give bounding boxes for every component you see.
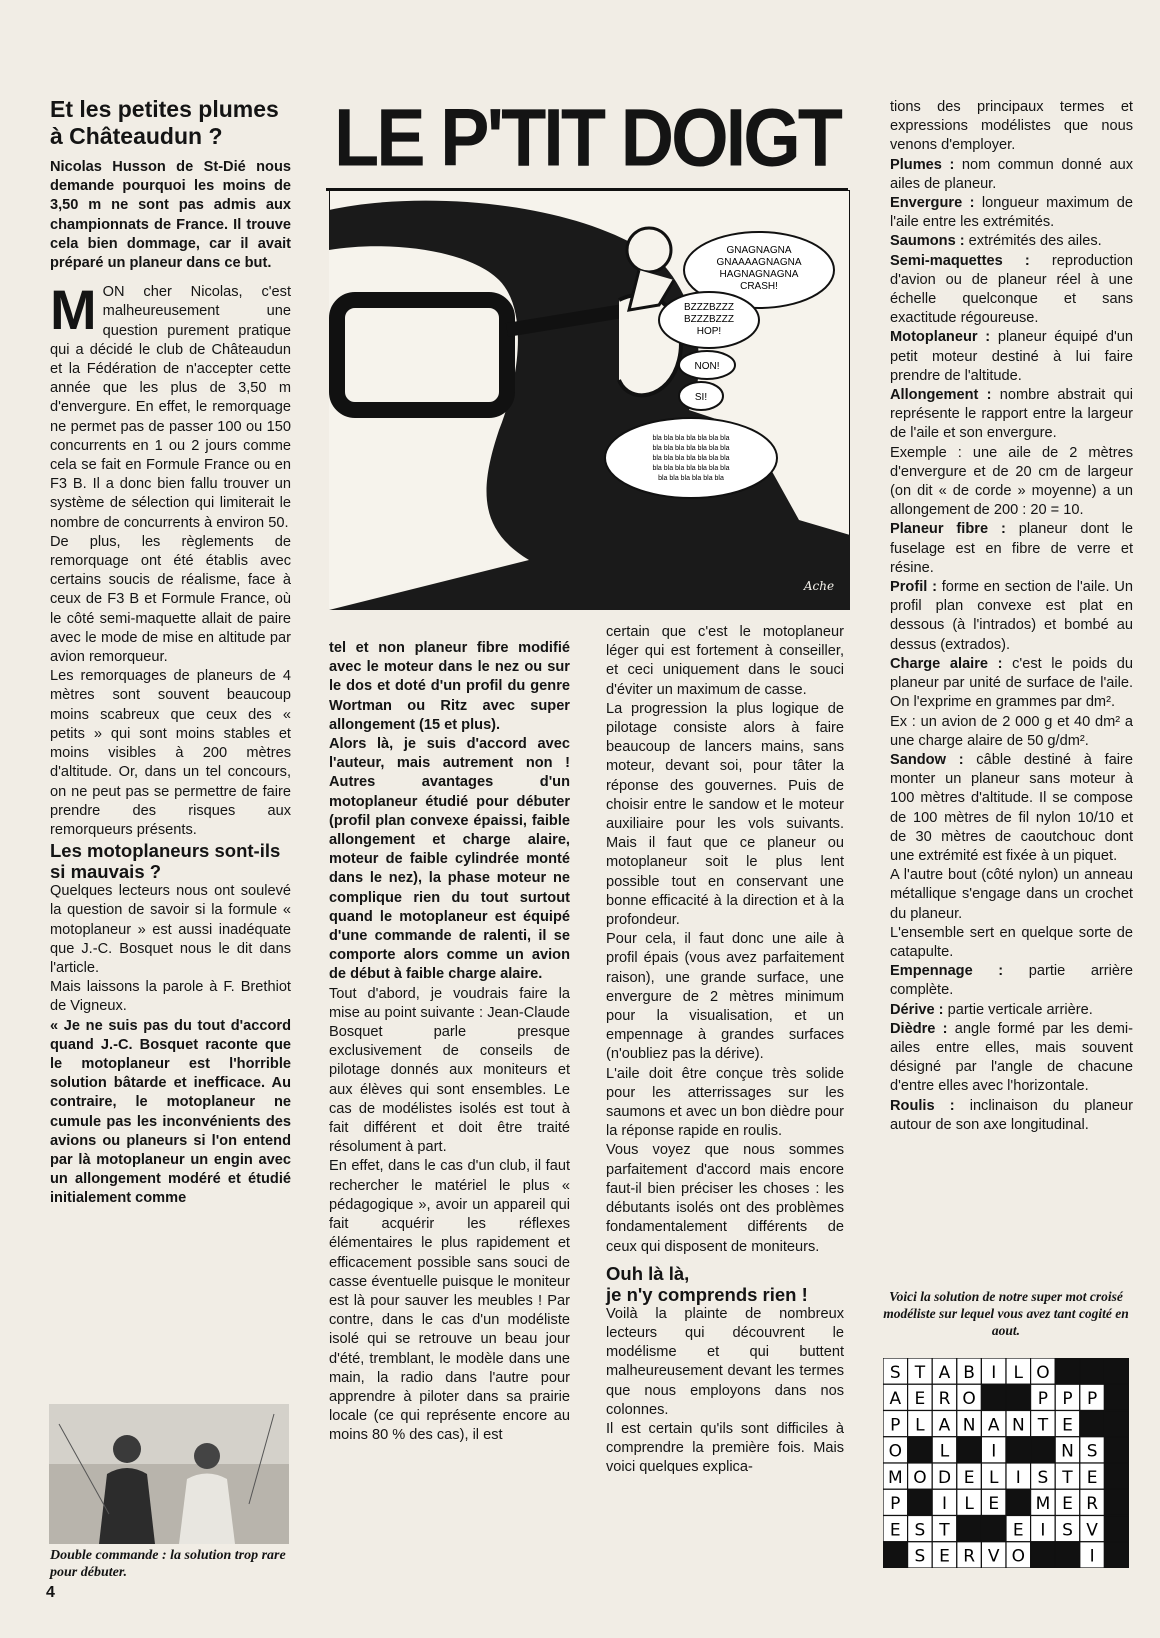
crossword-letter: T [939,1520,950,1541]
crossword-letter: O [913,1467,927,1488]
crossword-letter: I [1040,1520,1046,1541]
glossary-definition: planeur équipé d'un petit moteur destiné à lui faire prendre de l'altitude. [890,329,1133,384]
crossword-black-cell [1055,1542,1080,1568]
crossword-letter: E [988,1494,1000,1515]
headline: LE P'TIT DOIGT [334,91,840,184]
crossword-letter: T [914,1362,926,1383]
glossary-definition: angle formé par les demi-ailes entre elles, mais souvent désigné par l'angle de chacune d'entre elles avec l'horizontale. [890,1020,1133,1095]
glossary-term: Saumons : [890,233,965,250]
article-paragraph: Tout d'abord, je voudrais faire la mise au point suivante : Jean-Claude Bosquet parle presque exclusivement de conseils de pilotage donnés aux moniteurs et aux élèves qui sont ensembles. Le cas de modélistes isolés est tout à fait différent et doit être traité résolument à part. [329,985,570,1156]
article-paragraph: Mais laissons la parole à F. Brethiot de Vigneux. [50,979,291,1015]
photo-pilots [49,1404,289,1544]
section-title: Ouh là là, [606,1262,690,1284]
article-paragraph: MON cher Nicolas, c'est malheureusement une question purement pratique qui a décidé le club de Châteaudun et la Fédération de n'accepter cette année que les plus de 3,50 m d'envergure. En effet, le remorquage ne permet pas de passer 100 ou 150 concurrents en 1 ou 2 jours comme cela se fait en Formule France ou en F3 B. Il a donc bien fallu trouver un système de sélection qui limiterait le nombre de concurrents à environ 50. [50,278,291,531]
section-title: je n'y comprends rien ! [606,1283,808,1305]
crossword-letter: A [987,1415,1000,1436]
crossword-black-cell [1031,1437,1056,1463]
crossword-black-cell [981,1516,1006,1542]
crossword-letter: L [915,1415,925,1436]
glossary-entry [890,655,1133,713]
article-paragraph: Pour cela, il faut donc une aile à profil épais (vous avez parfaitement raison), une grande surface, une envergure de 2 mètres minimum pour la visualisation, et un empennage à grandes surfaces (n'oubliez pas la dérive). [606,931,844,1063]
bubble-text: bla bla bla bla bla bla bla [652,465,730,472]
bubble-text: bla bla bla bla bla bla [658,475,724,482]
crossword-letter: N [1011,1415,1025,1436]
glossary-entry [890,962,1133,1000]
crossword-black-cell [1006,1489,1031,1515]
crossword-black-cell [1104,1384,1129,1410]
glossary-entry [890,252,1133,329]
glossary-term: Semi-maquettes : [890,252,1030,269]
glossary-entry [890,328,1133,386]
crossword-letter: S [1062,1520,1073,1541]
glossary-intro: tions des principaux termes et expressions modélistes que nous venons d'employer. [890,99,1133,154]
glossary-term: Sandow : [890,751,964,768]
glossary-definition: A l'autre bout (côté nylon) un anneau métallique s'engage dans un crochet du planeur. [890,867,1133,922]
crossword-letter: P [1062,1389,1073,1410]
crossword-black-cell [981,1384,1006,1410]
glossary-definition: inclinaison du planeur autour de son axe longitudinal. [890,1097,1133,1133]
photo-caption: Double commande : la solution trop rare pour débuter. [50,1548,286,1580]
crossword-black-cell [1104,1358,1129,1384]
crossword-letter: O [962,1389,976,1410]
crossword-grid [883,1358,1129,1568]
crossword-letter: R [963,1546,976,1567]
glossary-definition: Exemple : une aile de 2 mètres d'envergure et de 20 cm de largeur (on dit « de corde » moyenne) a un allongement de 200 : 20 = 10. [890,444,1133,519]
reader-quote: « Je ne suis pas du tout d'accord quand J.-C. Bosquet raconte que le motoplaneur est l'horrible solution bâtarde et inefficace. Au contraire, le motoplaneur ne cumule pas les inconvénients des avions ou planeurs si l'on entend par là motoplaneur un engin avec un allongement modéré et étudié initialement comme [50,1017,291,1207]
crossword-letter: A [938,1362,951,1383]
crossword-letter: E [914,1389,926,1410]
glossary-term: Charge alaire : [890,655,1003,672]
glossary-definition: reproduction d'avion ou de planeur réel à une échelle quelconque et sans exactitude régoureuse. [890,252,1133,327]
crossword-letter: I [1015,1467,1021,1488]
glossary-definition: longueur maximum de l'aile entre les extrémités. [890,195,1133,231]
article-paragraph: certain que c'est le motoplaneur léger qui est fortement à conseiller, et ceci uniquement dans le souci d'éviter un maximum de casse. [606,624,844,698]
crossword-letter: T [1062,1467,1073,1488]
glossary-entry [890,866,1133,924]
crossword-black-cell [1104,1516,1129,1542]
crossword-letter: S [914,1546,926,1567]
glossary-term: Motoplaneur : [890,329,991,346]
glossary-definition: L'ensemble sert en quelque sorte de catapulte. [890,924,1133,960]
crossword-letter: R [1086,1494,1099,1515]
article-paragraph: En effet, dans le cas d'un club, il faut rechercher le matériel le plus « pédagogique », avoir un appareil qui fait acquérir les réflexes élémentaires le plus rapidement et efficacement possible sans souci de casse éventuelle puisque le moniteur est là pour sauver les meubles ! Par contre, dans le cas d'un modéliste isolé qui se retrouve un beau jour d'été, tremblant, le modèle dans une main, la radio dans l'autre pour apprendre à piloter dans sa prairie locale (ce qui représente encore au moins 80 % des cas), il est [329,1158,570,1444]
bubble-text: GNAAAAGNAGNA [716,257,802,268]
glossary-entry [890,156,1133,194]
crossword-black-cell [908,1437,933,1463]
article-paragraph: Il est certain qu'ils sont difficiles à comprendre la première fois. Mais voici quelques explica- [606,1420,844,1476]
glossary-term: Dérive : [890,1001,944,1018]
glossary-term: Dièdre : [890,1020,948,1037]
crossword-letter: P [1037,1389,1049,1410]
crossword-letter: S [914,1520,926,1541]
crossword-letter: I [1089,1546,1095,1567]
glossary-term: Profil : [890,579,937,596]
crossword-letter: O [888,1441,902,1462]
crossword-letter: V [1086,1520,1098,1541]
artist-signature: Ache [803,579,835,593]
cartoon-illustration [329,190,850,610]
crossword-letter: A [938,1415,951,1436]
crossword-letter: L [964,1494,974,1515]
crossword-letter: P [890,1494,901,1515]
crossword-black-cell [1006,1437,1031,1463]
section-title: Les motoplaneurs sont-ils si mauvais ? [50,840,281,883]
crossword-letter: S [1086,1441,1098,1462]
crossword-black-cell [908,1489,933,1515]
crossword-letter: V [987,1546,1000,1567]
glossary-definition: extrémités des ailes. [964,233,1102,250]
bubble-text: bla bla bla bla bla bla bla [652,445,730,452]
glossary-entry [890,713,1133,751]
left-column [50,96,291,1209]
crossword-letter: O [1036,1362,1050,1383]
crossword-letter: L [939,1441,950,1462]
crossword-letter: D [937,1467,952,1488]
bubble-text: HOP! [696,326,722,337]
glossary-entry [890,578,1133,655]
bubble-text: HAGNAGNAGNA [719,269,799,280]
bubble-text: NON! [694,361,720,372]
third-column [606,623,844,1478]
article-paragraph: Voilà la plainte de nombreux lecteurs qui découvrent le modélisme et qui buttent malheureusement devant les termes que nous employons dans nos colonnes. [606,1305,844,1418]
crossword-black-cell [1104,1463,1129,1489]
crossword-letter: L [988,1467,999,1488]
crossword-letter: S [1037,1467,1049,1488]
crossword-letter: M [887,1467,903,1488]
crossword-letter: I [941,1494,948,1515]
article-intro: Nicolas Husson de St-Dié nous demande pourquoi les moins de 3,50 m ne sont pas admis aux championnats de France. Il trouve cela bien dommage, car il avait préparé un planeur dans ce but. [50,159,291,272]
crossword-letter: P [1086,1389,1098,1410]
bubble-text: bla bla bla bla bla bla bla [652,435,730,442]
crossword-letter: T [1037,1415,1049,1436]
crossword-black-cell [1031,1542,1056,1568]
article-paragraph: Quelques lecteurs nous ont soulevé la question de savoir si la formule « motoplaneur » est aussi inadéquate que J.-C. Bosquet nous le dit dans l'article. [50,883,291,976]
crossword-letter: I [991,1441,997,1462]
glossary-definition: partie arrière complète. [890,963,1133,999]
article-paragraph: Vous voyez que nous sommes parfaitement d'accord mais encore faut-il bien préciser les choses : les débutants isolés ont des problèmes fondamentalement différents de ceux qui disposent de moniteurs. [606,1142,844,1255]
drop-cap: M [50,278,97,342]
glossary-definition: partie verticale arrière. [943,1001,1093,1018]
glossary-term: Roulis : [890,1097,955,1114]
crossword-letter: L [1013,1362,1024,1383]
glossary-term: Plumes : [890,156,955,173]
bubble-text: SI! [694,392,708,403]
glossary-definition: Ex : un avion de 2 000 g et 40 dm² a une charge alaire de 50 g/dm². [890,713,1133,749]
glossary-entry [890,751,1133,866]
crossword-letter: O [1011,1546,1025,1567]
glossary-definition: planeur dont le fuselage est en fibre de verre et résine. [890,521,1133,576]
crossword-letter: E [1062,1415,1073,1436]
glossary-definition: câble destiné à faire monter un planeur sans moteur à 100 mètres d'altitude. Il se compose de 100 mètres de fil nylon 10/10 et de 30 mètres de caoutchouc dont une extrémité est fixée à un piquet. [890,751,1133,864]
glossary-column [890,98,1133,1135]
glossary-definition: forme en section de l'aile. Un profil plan convexe est plat en dessous (à l'intrados) et bombé au dessus (extrados). [890,579,1134,653]
glossary-entry [890,924,1133,962]
crossword-letter: I [991,1362,997,1383]
glossary-entry [890,232,1133,251]
glossary-list [890,156,1133,1135]
glossary-entry [890,386,1133,444]
glossary-term: Empennage : [890,963,1004,980]
glossary-definition: nombre abstrait qui représente le rapport entre la largeur de l'aile et son envergure. [890,387,1134,442]
crossword-letter: E [889,1520,901,1541]
glossary-term: Envergure : [890,195,975,212]
crossword-letter: R [938,1389,951,1410]
article-title: Et les petites plumes à Châteaudun ? [50,96,279,149]
crossword-black-cell [1080,1358,1105,1384]
glossary-term: Planeur fibre : [890,521,1006,538]
article-paragraph: L'aile doit être conçue très solide pour les atterrissages sur les saumons et avec un bon dièdre pour la réponse rapide en roulis. [606,1065,844,1140]
crossword-letter: S [889,1362,901,1383]
crossword-black-cell [1104,1437,1129,1463]
bubble-text: BZZZBZZZ [684,302,734,313]
glossary-definition: nom commun donné aux ailes de planeur. [890,156,1133,192]
article-paragraph: Les remorquages de planeurs de 4 mètres sont souvent beaucoup moins scabreux que ceux des « petits » qui sont moins stables et moins visibles à 200 mètres d'altitude. Or, dans un tel concours, on ne peut pas se permettre de faire prendre des risques aux remorqueurs présents. [50,668,291,838]
crossword-letter: P [890,1415,901,1436]
crossword-letter: E [939,1546,950,1567]
crossword-black-cell [957,1437,982,1463]
crossword-caption: Voici la solution de notre super mot croisé modéliste sur lequel vous avez tant cogité en aout. [883,1289,1129,1338]
bubble-text: GNAGNAGNA [726,245,792,256]
bubble-text: BZZZBZZZ [684,314,734,325]
glossary-term: Allongement : [890,387,992,404]
crossword-letter: E [1012,1520,1024,1541]
bubble-text: CRASH! [740,281,778,292]
glossary-definition: c'est le poids du planeur par unité de surface de l'aile. On l'exprime en grammes par dm². [890,655,1134,711]
crossword-black-cell [1104,1542,1129,1568]
glossary-entry [890,194,1133,232]
crossword-black-cell [883,1542,908,1568]
middle-column [329,639,570,1446]
reader-quote: Alors là, je suis d'accord avec l'auteur, mais autrement non ! Autres avantages d'un motoplaneur étudié pour débuter (profil plan convexe épaissi, faible allongement et charge alaire, moteur de faible cylindrée monté dans le nez), la phase moteur ne complique rien du tout surtout quand le motoplaneur est équipé d'une commande de ralenti, il se comporte alors comme un avion de début à faible charge alaire. [329,736,570,983]
crossword-letter: E [963,1467,975,1488]
crossword-letter: N [1061,1441,1074,1462]
crossword-letter: E [1086,1467,1098,1488]
crossword-black-cell [957,1516,982,1542]
reader-quote: tel et non planeur fibre modifié avec le moteur dans le nez ou sur le dos et doté d'un profil du genre Wortman ou Ritz avec super allongement (15 et plus). [329,640,570,733]
crossword-letter: M [1035,1494,1051,1515]
crossword-black-cell [1104,1411,1129,1437]
page-number: 4 [46,1584,55,1601]
article-paragraph: La progression la plus logique de pilotage consiste alors à faire beaucoup de lancers mains, sans moteur, devant soi, pour tâter la réponse des gouvernes. Puis de choisir entre le sandow et le moteur auxiliaire pour les vols suivants. Mais il faut que ce planeur ou motoplaneur soit le plus lent possible tout en conservant une bonne efficacité à la direction et à la profondeur. [606,700,844,929]
glossary-entry [890,1001,1133,1020]
bubble-text: bla bla bla bla bla bla bla [652,455,730,462]
article-paragraph: De plus, les règlements de remorquage ont été établis avec certains soucis de réalisme, face à ceux de F3 B et Formule France, où le côté semi-maquette allait de paire avec le mode de mise en altitude par avion remorqueur. [50,533,291,666]
glossary-entry [890,1020,1133,1097]
crossword-letter: E [1062,1494,1073,1515]
crossword-black-cell [1080,1411,1105,1437]
crossword-black-cell [1055,1358,1080,1384]
glossary-entry [890,520,1133,578]
crossword-letter: A [889,1389,902,1410]
crossword-black-cell [1006,1384,1031,1410]
glossary-entry [890,1097,1133,1135]
glossary-entry [890,444,1133,521]
crossword-letter: N [962,1415,976,1436]
crossword-letter: B [963,1362,975,1383]
crossword-black-cell [1104,1489,1129,1515]
